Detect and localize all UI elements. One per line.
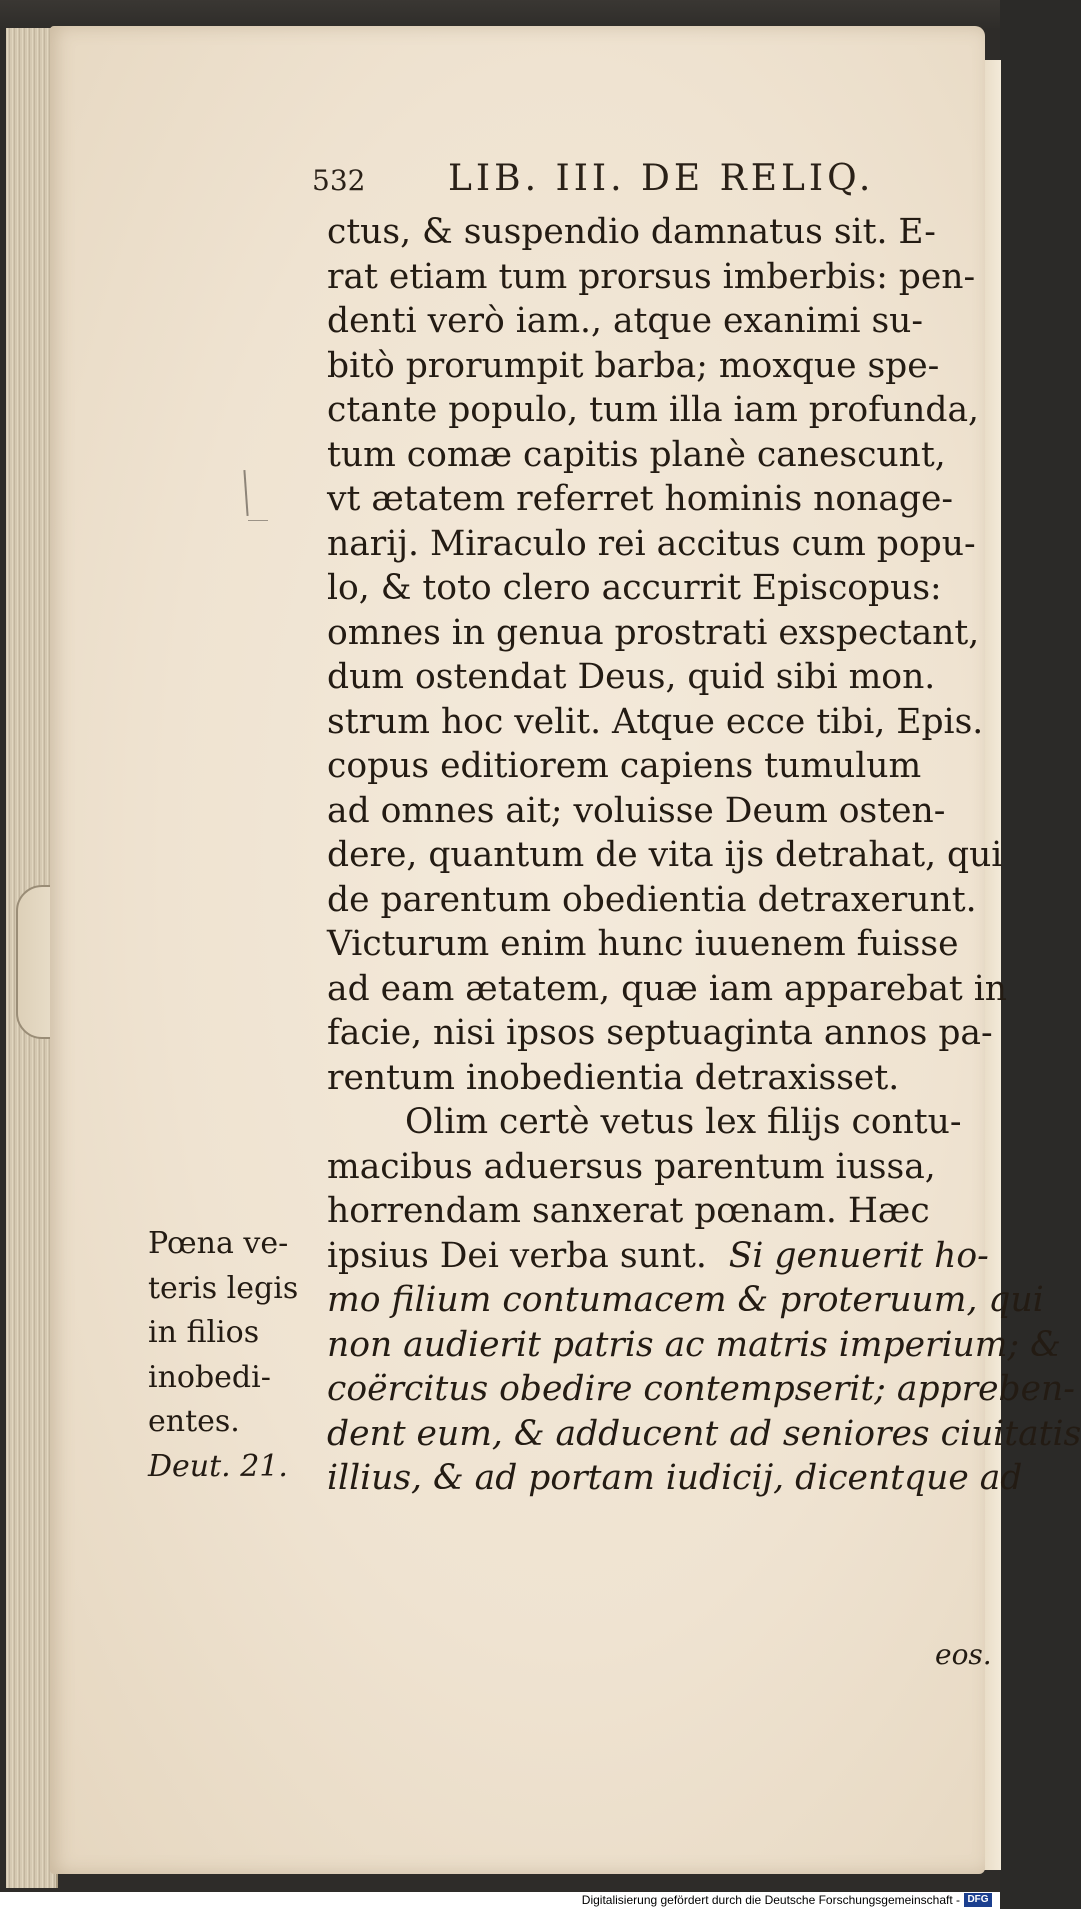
text-line: ad omnes ait; voluisse Deum osten-: [327, 790, 946, 831]
text-line: denti verò iam., atque exanimi su-: [327, 301, 924, 341]
text-line: macibus aduersus parentum iussa,: [327, 1146, 936, 1187]
margin-note-line: entes.: [148, 1404, 240, 1439]
footer-credit: Digitalisierung gefördert durch die Deutsche Forschungsgemeinschaft -: [581, 1893, 960, 1907]
text-line: [327, 1234, 997, 1279]
text-line: omnes in genua prostrati exspectant,: [327, 612, 980, 653]
page-number: 532: [312, 164, 366, 197]
text-line: vt ætatem referret hominis nonage-: [327, 479, 954, 519]
text-line: narij. Miraculo rei accitus cum popu-: [327, 523, 976, 564]
running-head: LIB. III. DE RELIQ.: [448, 158, 875, 199]
text-line: facie, nisi ipsos septuaginta annos pa-: [327, 1013, 993, 1053]
text-line: bitò prorumpit barba; moxque spe-: [327, 345, 940, 386]
italic-quote-line: illius, & ad portam iudicij, dicentque ad: [327, 1458, 1023, 1498]
text-line: rentum inobedientia detraxisset.: [327, 1057, 900, 1098]
margin-note-line: Pœna ve-: [148, 1226, 289, 1261]
page-header: [300, 158, 920, 214]
text-line: strum hoc velit. Atque ecce tibi, Epis.: [327, 701, 984, 742]
text-segment: ipsius Dei verba sunt.: [327, 1235, 707, 1276]
text-line: ctus, & suspendio damnatus sit. E-: [327, 212, 936, 252]
margin-note-line: inobedi-: [148, 1359, 271, 1395]
text-line: Olim certè vetus lex filijs contu-: [405, 1102, 962, 1142]
margin-reference: Deut. 21.: [148, 1448, 288, 1484]
dfg-logo: DFG: [964, 1893, 992, 1907]
text-line: de parentum obedientia detraxerunt.: [327, 879, 977, 920]
pencil-mark: [248, 520, 268, 521]
italic-quote-line: coërcitus obedire contempserit; appreben-: [327, 1369, 1075, 1409]
margin-note-line: in filios: [148, 1315, 260, 1350]
text-line: horrendam sanxerat pœnam. Hæc: [327, 1191, 930, 1231]
italic-quote-line: non audierit patris ac matris imperium; &: [327, 1324, 1061, 1365]
text-line: Victurum enim hunc iuuenem fuisse: [327, 924, 959, 964]
text-line: lo, & toto clero accurrit Episcopus:: [327, 568, 942, 608]
text-line: rat etiam tum prorsus imberbis: pen-: [327, 256, 976, 297]
text-line: tum comæ capitis planè canescunt,: [327, 434, 946, 475]
text-line: copus editiorem capiens tumulum: [327, 746, 922, 786]
text-line: dere, quantum de vita ijs detrahat, qui: [327, 835, 1003, 875]
text-line: ctante populo, tum illa iam profunda,: [327, 390, 979, 430]
italic-quote: Si genuerit ho-: [728, 1235, 989, 1276]
margin-note-line: teris legis: [148, 1270, 299, 1306]
body-text: [327, 210, 1081, 1501]
catchword: eos.: [935, 1638, 992, 1671]
margin-note: [148, 1223, 338, 1490]
italic-quote-line: mo filium contumacem & proteruum, qui: [327, 1280, 1044, 1320]
italic-quote-line: dent eum, & adducent ad seniores ciuitatis: [327, 1413, 1081, 1454]
text-line: ad eam ætatem, quæ iam apparebat in: [327, 968, 1008, 1009]
text-line: dum ostendat Deus, quid sibi mon.: [327, 657, 936, 697]
